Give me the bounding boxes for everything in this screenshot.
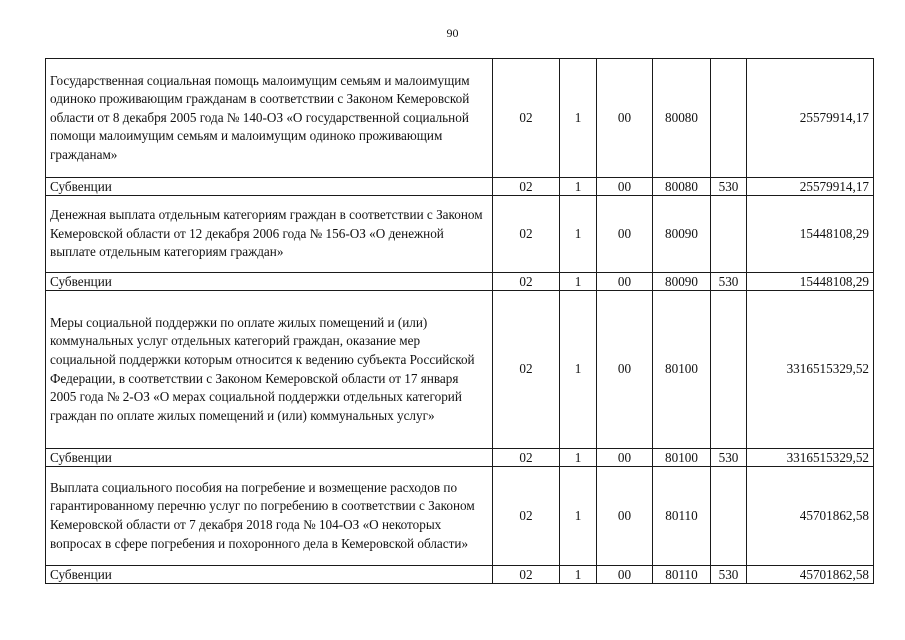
expense-type-code: 530 (711, 273, 747, 291)
section-code: 02 (493, 467, 560, 566)
table-row (46, 467, 874, 566)
program-code: 1 (560, 291, 597, 449)
section-code: 02 (493, 196, 560, 273)
table-row (46, 196, 874, 273)
section-code: 02 (493, 178, 560, 196)
row-description: Субвенции (46, 273, 493, 291)
subprogram-code: 00 (597, 273, 653, 291)
subprogram-code: 00 (597, 59, 653, 178)
subprogram-code: 00 (597, 196, 653, 273)
program-code: 1 (560, 566, 597, 584)
table-row (46, 566, 874, 584)
expense-type-code (711, 467, 747, 566)
table-row (46, 273, 874, 291)
amount: 25579914,17 (747, 59, 874, 178)
table-row (46, 178, 874, 196)
direction-code: 80110 (653, 566, 711, 584)
program-code: 1 (560, 449, 597, 467)
amount: 45701862,58 (747, 467, 874, 566)
amount: 3316515329,52 (747, 449, 874, 467)
section-code: 02 (493, 59, 560, 178)
row-description: Субвенции (46, 566, 493, 584)
direction-code: 80110 (653, 467, 711, 566)
expense-type-code: 530 (711, 449, 747, 467)
table-row (46, 59, 874, 178)
budget-table (45, 58, 874, 584)
amount: 15448108,29 (747, 273, 874, 291)
expense-type-code: 530 (711, 178, 747, 196)
program-code: 1 (560, 59, 597, 178)
amount: 25579914,17 (747, 178, 874, 196)
subprogram-code: 00 (597, 291, 653, 449)
subprogram-code: 00 (597, 178, 653, 196)
direction-code: 80080 (653, 59, 711, 178)
subprogram-code: 00 (597, 467, 653, 566)
direction-code: 80080 (653, 178, 711, 196)
section-code: 02 (493, 273, 560, 291)
section-code: 02 (493, 566, 560, 584)
row-description: Государственная социальная помощь малоимущим семьям и малоимущим одиноко проживающим гражданам в соответствии с Законом Кемеровской области от 8 декабря 2005 года № 140-ОЗ «О государственной социальной помощи малоимущим семьям и малоимущим одиноко проживающим гражданам» (46, 59, 493, 178)
direction-code: 80090 (653, 196, 711, 273)
page-number: 90 (446, 26, 459, 40)
row-description: Субвенции (46, 449, 493, 467)
table-row (46, 449, 874, 467)
expense-type-code (711, 291, 747, 449)
expense-type-code: 530 (711, 566, 747, 584)
direction-code: 80090 (653, 273, 711, 291)
table-row (46, 291, 874, 449)
amount: 15448108,29 (747, 196, 874, 273)
row-description: Субвенции (46, 178, 493, 196)
expense-type-code (711, 196, 747, 273)
row-description: Денежная выплата отдельным категориям граждан в соответствии с Законом Кемеровской области от 12 декабря 2006 года № 156-ОЗ «О денежной выплате отдельным категориям граждан» (46, 196, 493, 273)
subprogram-code: 00 (597, 566, 653, 584)
program-code: 1 (560, 196, 597, 273)
amount: 45701862,58 (747, 566, 874, 584)
subprogram-code: 00 (597, 449, 653, 467)
amount: 3316515329,52 (747, 291, 874, 449)
section-code: 02 (493, 449, 560, 467)
direction-code: 80100 (653, 449, 711, 467)
program-code: 1 (560, 273, 597, 291)
row-description: Меры социальной поддержки по оплате жилых помещений и (или) коммунальных услуг отдельных категорий граждан, оказание мер социальной поддержки которым относится к ведению субъекта Российской Федерации, в соответствии с Законом Кемеровской области от 17 января 2005 года № 2-ОЗ «О мерах социальной поддержки отдельных категорий граждан по оплате жилых помещений и (или) коммунальных услуг» (46, 291, 493, 449)
program-code: 1 (560, 467, 597, 566)
expense-type-code (711, 59, 747, 178)
section-code: 02 (493, 291, 560, 449)
row-description: Выплата социального пособия на погребение и возмещение расходов по гарантированному перечню услуг по погребению в соответствии с Законом Кемеровской области от 7 декабря 2018 года № 104-ОЗ «О некоторых вопросах в сфере погребения и похоронного дела в Кемеровской области» (46, 467, 493, 566)
direction-code: 80100 (653, 291, 711, 449)
program-code: 1 (560, 178, 597, 196)
